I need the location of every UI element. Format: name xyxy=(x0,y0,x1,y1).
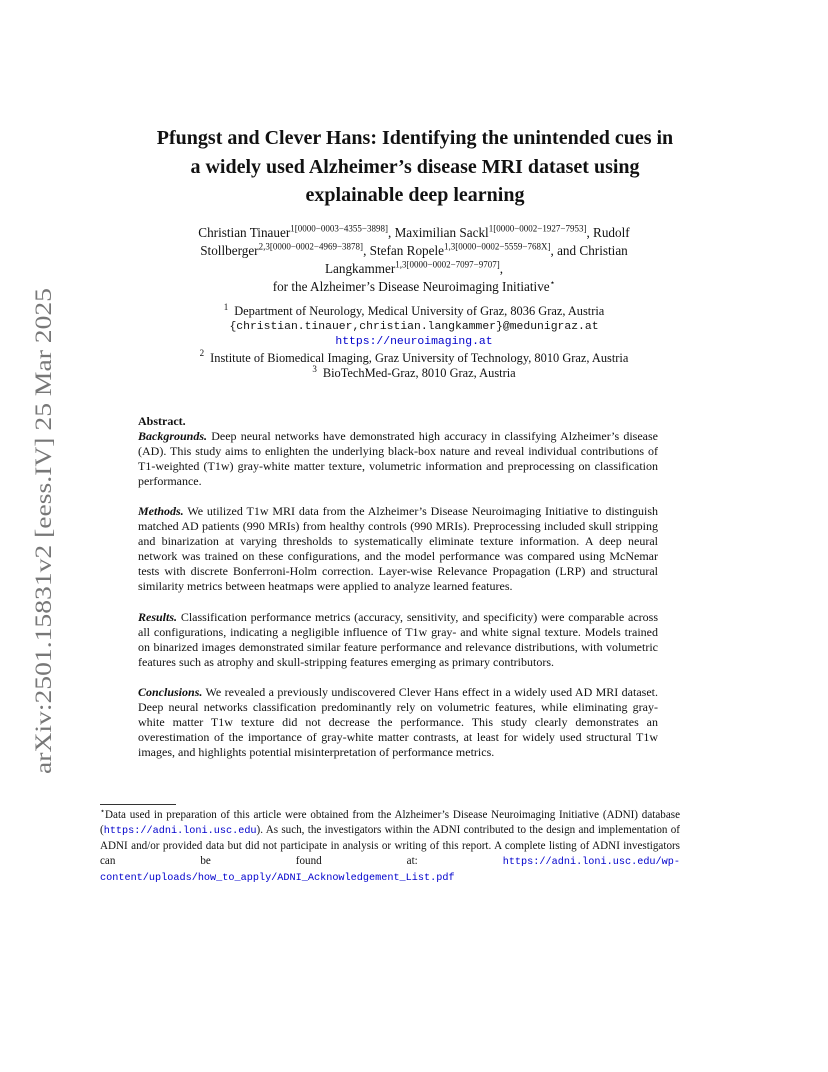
author-group-footnote-mark: ⋆ xyxy=(549,277,556,288)
affiliation-number: 2 xyxy=(199,348,205,359)
author-name: , Maximilian Sackl xyxy=(387,225,489,240)
methods-text: We utilized T1w MRI data from the Alzheimer’s Disease Neuroimaging Initiative to distinguish matched AD patients (990 MRIs) from healthy controls (990 MRIs). Preprocessing included skull stripping and binarization at varying thresholds to systematically eliminate texture information. A deep neural network was trained on these configurations, and the model performance was compared using McNemar tests with discrete Bonferroni-Holm correction. Layer-wise Relevance Propagation (LRP) and structural similarity metrics between heatmaps were applied to analyze learned features. xyxy=(138,504,658,594)
adni-url-link[interactable]: https://adni.loni.usc.edu xyxy=(103,826,257,838)
affiliation-url-link[interactable]: https://neuroimaging.at xyxy=(335,336,493,348)
author-orcid: 2,3[0000−0002−4969−3878] xyxy=(258,241,364,252)
footnote-text-1: Data used in preparation of this article were obtained from the Alzheimer’s Disease Neuroimaging Initiative (ADNI) database ( xyxy=(100,809,680,837)
abstract-conclusions xyxy=(138,685,658,760)
affiliation-3 xyxy=(100,363,728,382)
arxiv-stamp-text: arXiv:2501.15831v2 [eess.IV] 25 Mar 2025 xyxy=(31,360,57,774)
abstract xyxy=(138,414,658,775)
author-name: Stollberger xyxy=(200,243,259,258)
backgrounds-label: Backgrounds. xyxy=(138,429,208,444)
results-label: Results. xyxy=(138,609,178,624)
conclusions-label: Conclusions. xyxy=(138,684,203,699)
footnote xyxy=(100,808,680,886)
adni-acknowledgement-link[interactable]: https://adni.loni.usc.edu/wp-content/uploads/how_to_apply/ADNI_Acknowledgement_List.pdf xyxy=(100,857,680,885)
author-line-2 xyxy=(108,242,720,260)
affiliation-number: 1 xyxy=(223,301,229,312)
abstract-backgrounds xyxy=(138,429,658,489)
author-name: , Stefan Ropele xyxy=(363,243,444,258)
author-orcid: 1,3[0000−0002−7097−9707] xyxy=(395,259,500,270)
author-name: , Rudolf xyxy=(586,225,630,240)
footnote-mark: ⋆ xyxy=(100,806,106,816)
arxiv-stamp xyxy=(22,286,62,776)
author-name: , and Christian xyxy=(550,243,628,258)
conclusions-text: We revealed a previously undiscovered Clever Hans effect in a widely used AD MRI dataset. Deep neural networks classification predominantly rely on volumetric features, while eliminating gray-white matter T1w texture did not decrease the performance. This study clearly demonstrates an overestimation of the importance of gray-white matter contrasts, at least for widely used structural T1w images, and highlights potential misinterpretation of performance metrics. xyxy=(138,684,659,759)
affiliation-2 xyxy=(100,348,728,367)
affiliation-text: Institute of Biomedical Imaging, Graz University of Technology, 8010 Graz, Austria xyxy=(210,350,629,365)
affiliation-text: Department of Neurology, Medical University of Graz, 8036 Graz, Austria xyxy=(234,304,605,318)
results-text: Classification performance metrics (accuracy, sensitivity, and specificity) were comparable across all configurations, indicating a negligible influence of T1w gray- and white signal texture. Models trained on binarized images demonstrated similar feature performance and relevance distributions, with volumetric features such as atrophy and skull-stripping features emerging as primary contributors. xyxy=(138,609,658,669)
author-line-3 xyxy=(108,260,720,278)
author-group xyxy=(108,278,720,296)
author-list xyxy=(108,224,720,296)
affiliation-1 xyxy=(100,301,728,320)
affiliations xyxy=(100,301,728,382)
title-line-2: a widely used Alzheimer’s disease MRI dataset using xyxy=(190,155,640,178)
footnote-text-2: ). As such, the investigators within the ADNI contributed to the design and implementation of ADNI and/or provided data but did not participate in analysis or writing of this report. A complete listing of ADNI investigators can be found at: xyxy=(100,824,680,868)
title-line-1: Pfungst and Clever Hans: Identifying the unintended cues in xyxy=(156,127,674,149)
author-orcid: 1,3[0000−0002−5559−768X] xyxy=(444,241,551,252)
abstract-heading: Abstract. xyxy=(138,414,186,428)
abstract-methods xyxy=(138,504,658,594)
methods-label: Methods. xyxy=(138,504,184,519)
author-line-1 xyxy=(108,224,720,242)
affiliation-text: BioTechMed-Graz, 8010 Graz, Austria xyxy=(322,366,516,380)
title-line-3: explainable deep learning xyxy=(305,184,525,206)
abstract-results xyxy=(138,610,658,670)
author-separator: , xyxy=(499,261,504,276)
affiliation-emails: {christian.tinauer,christian.langkammer}@medunigraz.at xyxy=(229,320,599,333)
author-name: Langkammer xyxy=(324,261,396,276)
footnote-rule xyxy=(100,804,176,805)
backgrounds-text: Deep neural networks have demonstrated high accuracy in classifying Alzheimer’s disease (AD). This study aims to enlighten the underlying black-box nature and reveal individual contributions of T1-weighted (T1w) gray-white matter texture, volumetric information and preprocessing on classification performance. xyxy=(138,429,658,489)
affiliation-number: 3 xyxy=(312,363,317,374)
author-name: Christian Tinauer xyxy=(198,225,291,240)
author-orcid: 1[0000−0002−1927−7953] xyxy=(488,223,587,234)
author-orcid: 1[0000−0003−4355−3898] xyxy=(290,223,388,234)
author-group-text: for the Alzheimer’s Disease Neuroimaging Initiative xyxy=(272,279,550,294)
paper-title xyxy=(90,124,740,210)
